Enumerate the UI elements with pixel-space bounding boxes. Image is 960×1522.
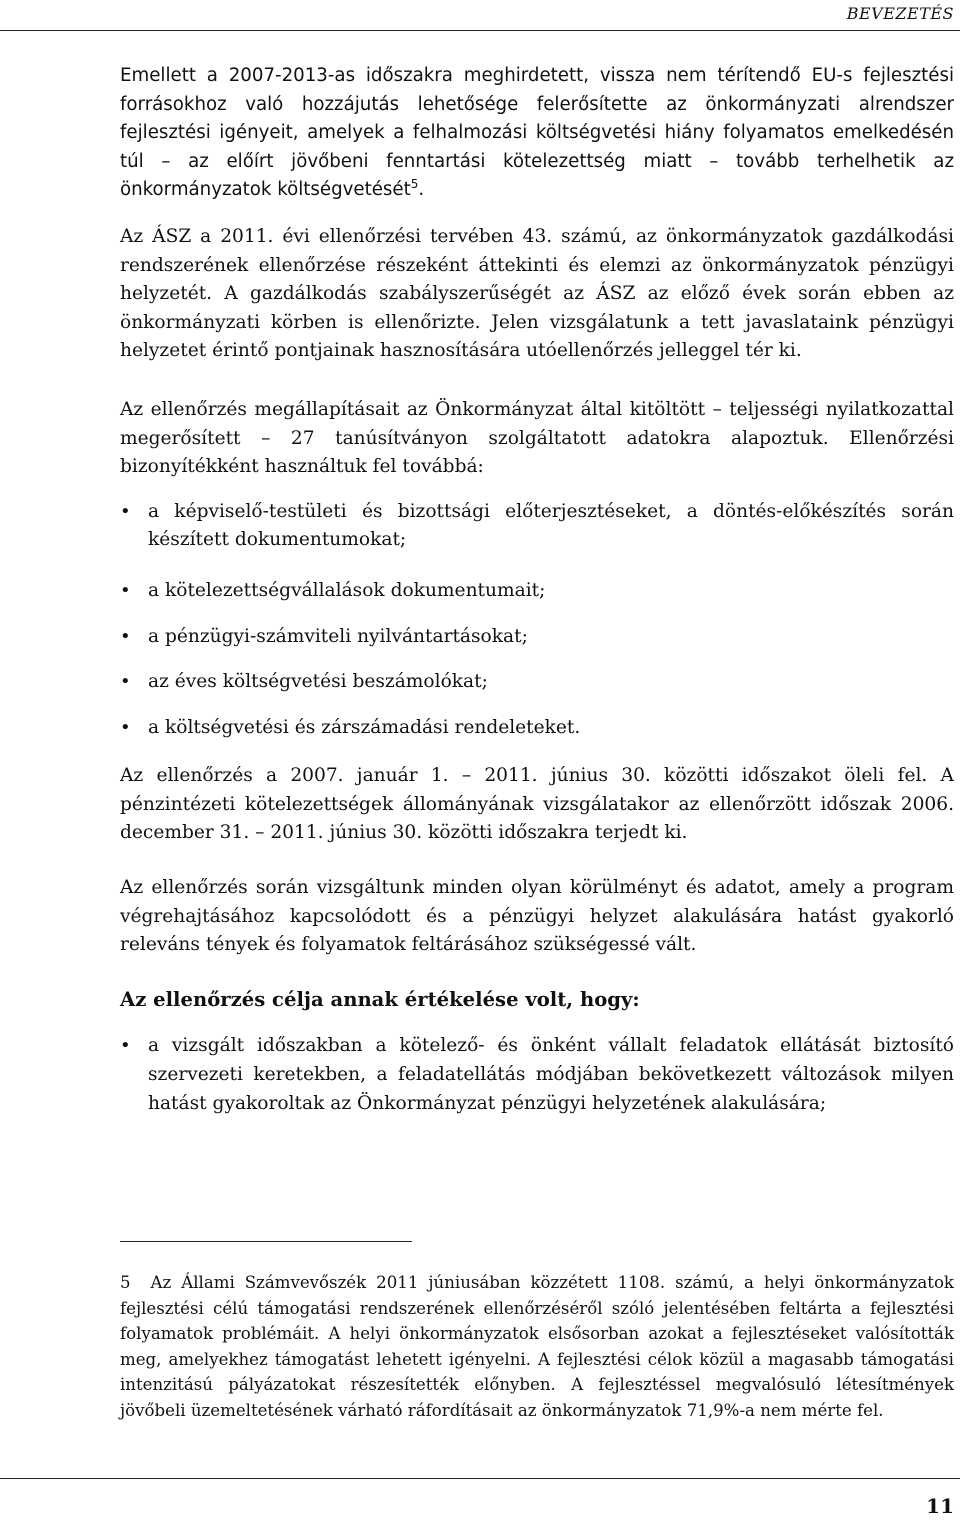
bullet-icon: • (120, 579, 131, 601)
list-item-text: a vizsgált időszakban a kötelező- és önként vállalt feladatok ellátását biztosító szervezeti keretekben, a feladatellátás módjában bekövetkezett változások milyen hatást gyakoroltak az Önkormányzat pénzügyi helyzetének alakulására; (148, 1035, 954, 1114)
paragraph-eu-funds (120, 62, 954, 205)
body-text (120, 62, 954, 1118)
footnote-separator (120, 1241, 412, 1242)
paragraph-eu-funds-end: . (418, 179, 425, 201)
list-item (120, 577, 954, 606)
bullet-icon: • (120, 671, 131, 693)
bullet-icon: • (120, 1035, 131, 1057)
bullet-icon: • (120, 625, 131, 647)
section-header: BEVEZETÉS (846, 4, 954, 23)
list-item (120, 714, 954, 743)
footer-rule (0, 1478, 960, 1479)
paragraph-evidence-intro: Az ellenőrzés megállapításait az Önkormányzat által kitöltött – teljességi nyilatkozattal megerősített – 27 tanúsítványon szolgáltatott adatokra alapoztuk. Ellenőrzési bizonyítékként használtuk fel továbbá: (120, 398, 954, 478)
list-item-text: a pénzügyi-számviteli nyilvántartásokat; (148, 625, 528, 647)
paragraph-audit-plan: Az ÁSZ a 2011. évi ellenőrzési tervében 43. számú, az önkormányzatok gazdálkodási rendszerének ellenőrzése részeként áttekinti és elemzi az önkormányzatok pénzügyi helyzetét. A gazdálkodás szabályszerűségét az ÁSZ az előző évek során ebben az önkormányzati körben is ellenőrizte. Jelen vizsgálatunk a tett javaslataink pénzügyi helyzetet érintő pontjainak hasznosítására utóellenőrzés jelleggel tér ki. (120, 225, 954, 362)
list-item (120, 668, 954, 697)
list-item-text: az éves költségvetési beszámolókat; (148, 671, 488, 693)
footnote-text: Az Állami Számvevőszék 2011 júniusában közzétett 1108. számú, a helyi önkormányzatok fejlesztési célú támogatási rendszerének ellenőrzéséről szóló jelentésében feltárta a fejlesztési folyamatok problémáit. A helyi önkormányzatok elsősorban azokat a fejlesztéseket valósították meg, amelyekhez támogatást lehetett igényelni. A fejlesztési célok közül a magasabb támogatási intenzitású pályázatokat részesítették előnyben. A fejlesztéssel megvalósuló létesítmények jövőbeli üzemeltetésének várható ráfordításait az önkormányzatok 71,9%-a nem mérte fel. (120, 1273, 954, 1420)
list-item-text: a kötelezettségvállalások dokumentumait; (148, 579, 546, 601)
footnote-spacer (131, 1273, 151, 1292)
list-item (120, 623, 954, 652)
list-item-text: a képviselő-testületi és bizottsági előterjesztéseket, a döntés-előkészítés során készített dokumentumokat; (148, 500, 954, 551)
list-item (120, 498, 954, 555)
goal-list (120, 1032, 954, 1118)
paragraph-audit-scope: Az ellenőrzés során vizsgáltunk minden olyan körülményt és adatot, amely a program végrehajtásához kapcsolódott és a pénzügyi helyzet alakulására hatást gyakorló releváns tények és folyamatok feltárásához szükségessé vált. (120, 877, 954, 956)
goal-heading: Az ellenőrzés célja annak értékelése volt, hogy: (120, 987, 640, 1011)
header-rule (0, 30, 960, 31)
paragraph-audit-period: Az ellenőrzés a 2007. január 1. – 2011. június 30. közötti időszakot öleli fel. A pénzintézeti kötelezettségek állományának vizsgálatakor az ellenőrzött időszak 2006. december 31. – 2011. június 30. közötti időszakra terjedt ki. (120, 765, 954, 844)
list-item (120, 1032, 954, 1118)
bullet-icon: • (120, 500, 131, 522)
page-number: 11 (926, 1494, 954, 1518)
list-item-text: a költségvetési és zárszámadási rendeleteket. (148, 716, 581, 738)
bullet-icon: • (120, 716, 131, 738)
evidence-list (120, 498, 954, 743)
footnote (120, 1270, 954, 1423)
footnote-reference[interactable]: 5 (410, 177, 419, 192)
paragraph-eu-funds-text: Emellett a 2007-2013-as időszakra meghirdetett, vissza nem térítendő EU-s fejlesztési forrásokhoz való hozzájutás lehetősége felerősítette az önkormányzati alrendszer fejlesztési igényeit, amelyek a felhalmozási költségvetési hiány folyamatos emelkedésén túl – az előírt jövőbeni fenntartási kötelezettség miatt – tovább terhelhetik az önkormányzatok költségvetését (120, 65, 954, 201)
footnote-mark: 5 (120, 1273, 131, 1292)
